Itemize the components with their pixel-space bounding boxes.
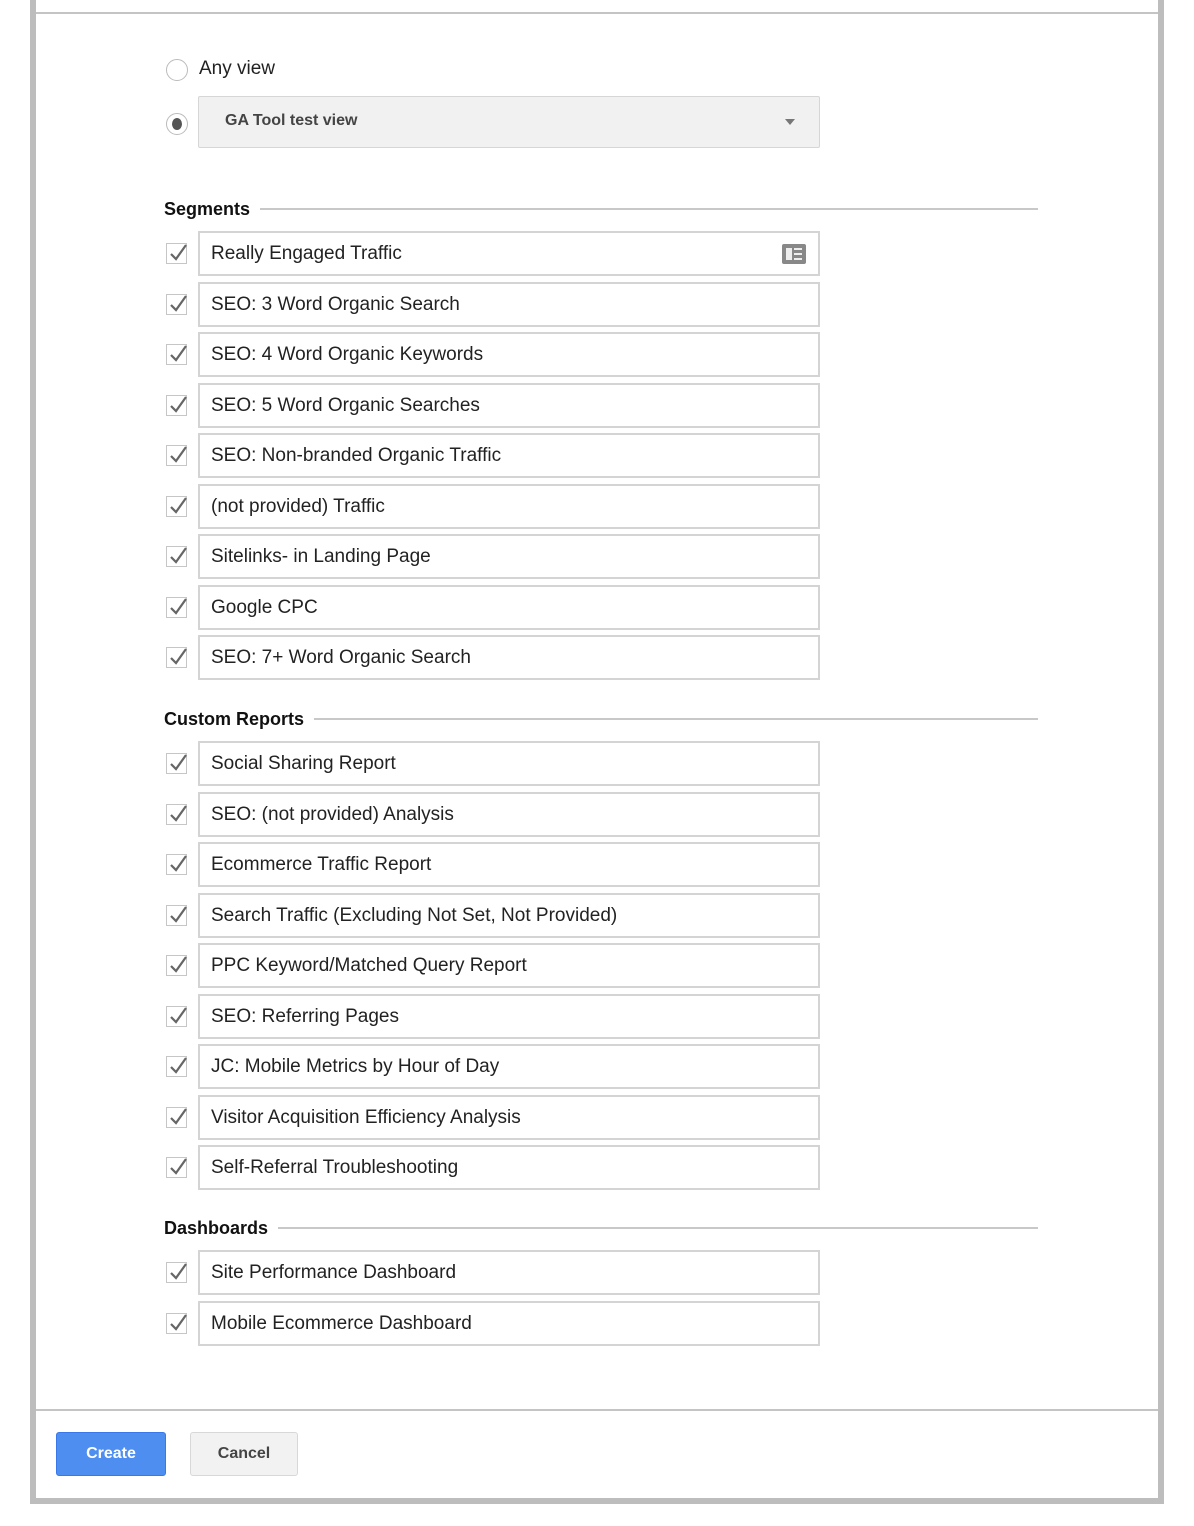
dashboards-section (164, 1216, 1038, 1351)
checkmark-icon (168, 1055, 188, 1077)
item-field[interactable] (198, 1145, 820, 1190)
checkbox[interactable] (166, 496, 187, 517)
list-item (164, 792, 1038, 843)
checkbox[interactable] (166, 753, 187, 774)
checkbox[interactable] (166, 905, 187, 926)
list-item (164, 433, 1038, 484)
checkbox[interactable] (166, 1157, 187, 1178)
item-label: SEO: 5 Word Organic Searches (211, 394, 480, 416)
checkbox[interactable] (166, 395, 187, 416)
create-button[interactable]: Create (56, 1432, 166, 1476)
checkbox[interactable] (166, 1056, 187, 1077)
list-item (164, 585, 1038, 636)
item-label: Visitor Acquisition Efficiency Analysis (211, 1106, 521, 1128)
divider (260, 208, 1038, 210)
list-item (164, 1250, 1038, 1301)
checkmark-icon (168, 954, 188, 976)
list-item (164, 1044, 1038, 1095)
list-item (164, 842, 1038, 893)
caret-down-icon (785, 119, 795, 125)
item-label: Social Sharing Report (211, 753, 396, 774)
divider (36, 1409, 1158, 1411)
checkbox[interactable] (166, 1107, 187, 1128)
item-label: Self-Referral Troubleshooting (211, 1157, 459, 1178)
item-field[interactable] (198, 585, 820, 630)
item-field[interactable] (198, 282, 820, 327)
section-title: Dashboards (164, 1217, 269, 1238)
item-field[interactable] (198, 842, 820, 887)
item-label: SEO: Referring Pages (211, 1005, 399, 1027)
item-label: Site Performance Dashboard (211, 1262, 457, 1283)
item-field[interactable] (198, 1250, 820, 1295)
item-label: SEO: 3 Word Organic Search (211, 293, 460, 315)
item-label: SEO: 7+ Word Organic Search (211, 647, 471, 668)
list-item (164, 484, 1038, 535)
segment-details-icon[interactable] (782, 244, 806, 264)
section-title: Segments (164, 198, 251, 219)
item-field[interactable] (198, 741, 820, 786)
checkbox[interactable] (166, 1262, 187, 1283)
item-field[interactable] (198, 1044, 820, 1089)
list-item (164, 893, 1038, 944)
item-label: SEO: Non-branded Organic Traffic (211, 445, 502, 466)
checkbox[interactable] (166, 294, 187, 315)
segments-section (164, 197, 1038, 686)
item-field[interactable] (198, 534, 820, 579)
section-title: Custom Reports (164, 708, 305, 729)
item-label: Really Engaged Traffic (211, 243, 402, 264)
item-field[interactable] (198, 635, 820, 680)
item-label: JC: Mobile Metrics by Hour of Day (211, 1056, 500, 1077)
item-label: (not provided) Traffic (211, 495, 385, 517)
list-item (164, 534, 1038, 585)
checkmark-icon (168, 444, 188, 466)
list-item (164, 1301, 1038, 1352)
list-item (164, 943, 1038, 994)
checkbox[interactable] (166, 955, 187, 976)
divider (278, 1227, 1038, 1229)
checkbox[interactable] (166, 344, 187, 365)
checkmark-icon (168, 803, 188, 825)
checkmark-icon (168, 343, 188, 365)
item-field[interactable] (198, 994, 820, 1039)
item-field[interactable] (198, 484, 820, 529)
checkbox[interactable] (166, 243, 187, 264)
cancel-button[interactable]: Cancel (190, 1432, 298, 1476)
list-item (164, 332, 1038, 383)
divider (36, 12, 1158, 14)
checkmark-icon (168, 242, 188, 264)
any-view-radio[interactable] (166, 59, 188, 81)
checkmark-icon (168, 495, 188, 517)
checkmark-icon (168, 646, 188, 668)
checkbox[interactable] (166, 546, 187, 567)
list-item (164, 1145, 1038, 1196)
item-label: Mobile Ecommerce Dashboard (211, 1312, 472, 1334)
divider (314, 718, 1038, 720)
list-item (164, 741, 1038, 792)
item-field[interactable] (198, 332, 820, 377)
list-item (164, 994, 1038, 1045)
checkbox[interactable] (166, 445, 187, 466)
item-label: Search Traffic (Excluding Not Set, Not Provided) (211, 904, 618, 926)
checkmark-icon (168, 394, 188, 416)
checkbox[interactable] (166, 804, 187, 825)
checkmark-icon (168, 293, 188, 315)
checkbox[interactable] (166, 1006, 187, 1027)
item-field[interactable] (198, 433, 820, 478)
item-label: SEO: 4 Word Organic Keywords (211, 344, 484, 365)
list-item (164, 282, 1038, 333)
list-item (164, 1095, 1038, 1146)
specific-view-radio[interactable] (166, 113, 188, 135)
checkbox[interactable] (166, 647, 187, 668)
checkmark-icon (168, 1106, 188, 1128)
checkmark-icon (168, 545, 188, 567)
checkmark-icon (168, 1261, 188, 1283)
checkmark-icon (168, 1156, 188, 1178)
item-field[interactable] (198, 1301, 820, 1346)
view-select[interactable] (198, 96, 820, 148)
checkmark-icon (168, 853, 188, 875)
any-view-label: Any view (199, 58, 276, 79)
checkmark-icon (168, 904, 188, 926)
item-field[interactable] (198, 893, 820, 938)
checkmark-icon (168, 752, 188, 774)
item-label: Sitelinks- in Landing Page (211, 546, 431, 567)
list-item (164, 231, 1038, 282)
item-field[interactable] (198, 231, 820, 276)
checkbox[interactable] (166, 597, 187, 618)
item-label: Google CPC (211, 596, 318, 618)
list-item (164, 635, 1038, 686)
item-field[interactable] (198, 1095, 820, 1140)
checkmark-icon (168, 1312, 188, 1334)
item-label: Ecommerce Traffic Report (211, 854, 432, 875)
checkbox[interactable] (166, 854, 187, 875)
item-label: PPC Keyword/Matched Query Report (211, 955, 527, 976)
item-field[interactable] (198, 792, 820, 837)
item-field[interactable] (198, 383, 820, 428)
item-label: SEO: (not provided) Analysis (211, 803, 454, 825)
checkbox[interactable] (166, 1313, 187, 1334)
list-item (164, 383, 1038, 434)
checkmark-icon (168, 1005, 188, 1027)
view-select-value: GA Tool test view (225, 112, 358, 129)
checkmark-icon (168, 596, 188, 618)
custom-reports-section (164, 707, 1038, 1196)
item-field[interactable] (198, 943, 820, 988)
